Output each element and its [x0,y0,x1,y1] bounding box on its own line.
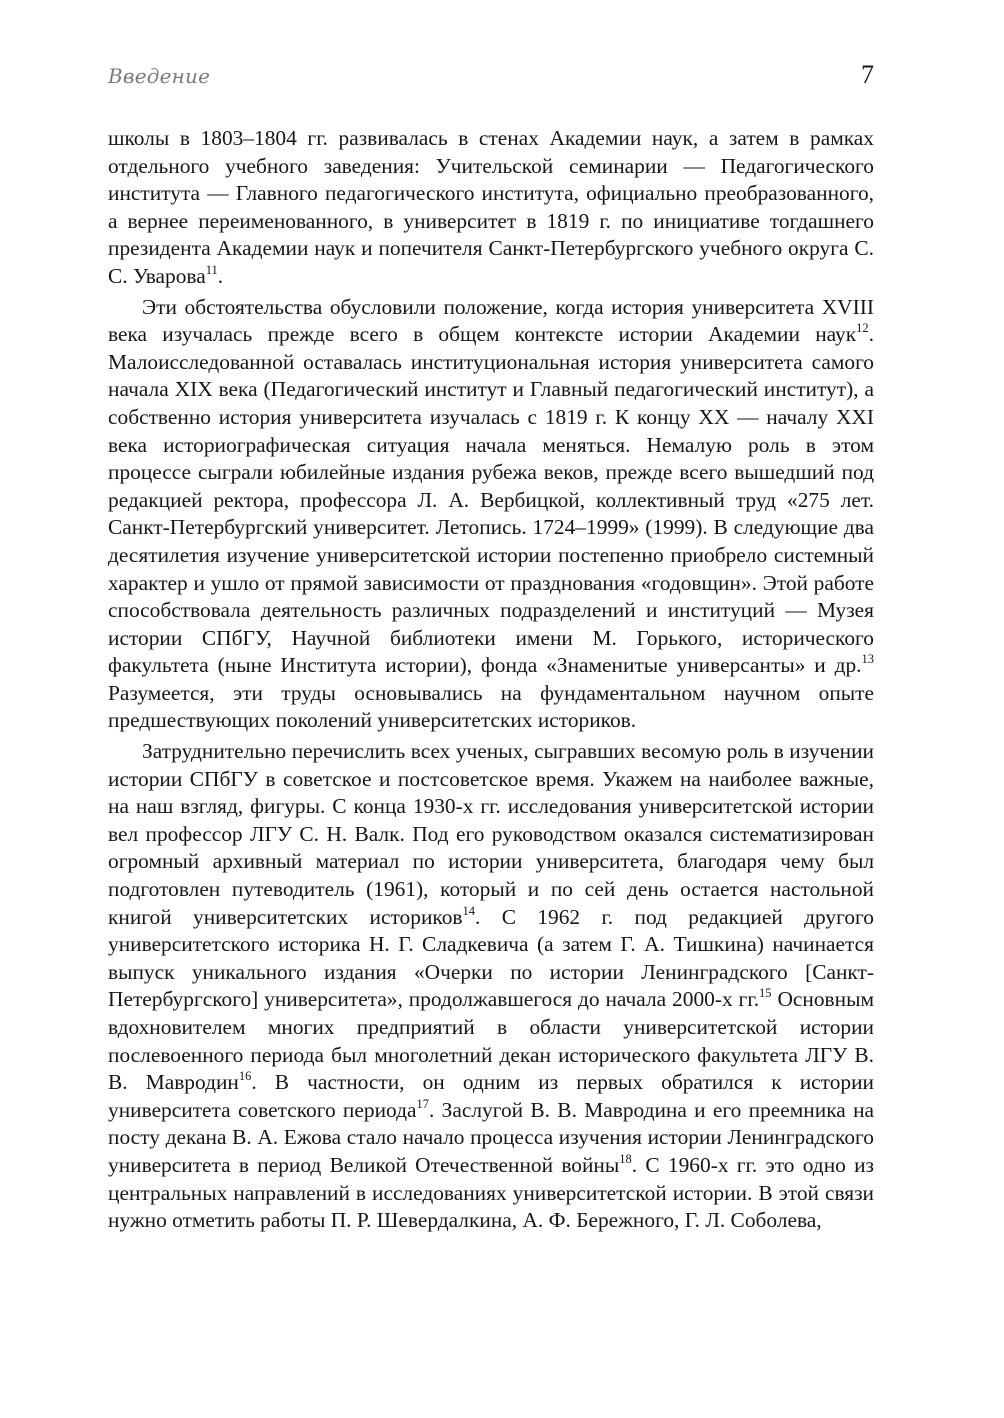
paragraph-2 [108,294,874,736]
paragraph-1 [108,125,874,291]
text-segment: . Заслугой В. В. Мавродина и его преемника на посту декана В. А. Ежова стало начало процесса изучения истории Ленинградского университета в период Великой Отечественной войны [108,1097,875,1177]
text-segment: Разумеется, эти труды основывались на фундаментальном научном опыте предшествующих поколений университетских историков. [108,680,874,733]
text-segment: . В частности, он одним из первых обратился к истории университета советского периода [108,1070,874,1122]
text-segment: школы в 1803–1804 гг. развивалась в стенах Академии наук, а затем в рамках отдельного учебного заведения: Учительской семинарии — Педагогического института — Главного педагогического института, официально преобразованного, а вернее переименованного, в университет в 1819 г. по инициативе тогдашнего президента Академии наук и попечителя Санкт-Петербургского учебного округа С. С. Уварова [108,126,874,288]
text-segment: Эти обстоятельства обусловили положение, когда история университета XVIII века изучалась прежде всего в общем контексте истории Академии наук [108,294,874,347]
footnote-ref-14[interactable]: 14 [462,903,475,918]
paragraph-3 [108,738,874,1235]
body-text [108,125,874,1235]
footnote-ref-11[interactable]: 11 [205,262,218,277]
text-segment: . С 1960-х гг. это одно из центральных направлений в исследованиях университетской истории. В этой связи нужно отметить работы П. Р. Шевердалкина, А. Ф. Бережного, Г. Л. Соболева, [108,1152,874,1233]
text-segment: Затруднительно перечислить всех ученых, сыгравших весомую роль в изучении истории СПбГУ в советское и постсоветское время. Укажем на наиболее важные, на наш взгляд, фигуры. С конца 1930-х гг. исследования университетской истории вел профессор ЛГУ С. Н. Валк. Под его руководством оказался систематизирован огромный архивный материал по истории университета, благодаря чему был подготовлен путеводитель (1961), который и по сей день остается настольной книгой университетских историков [108,739,874,929]
text-segment: . С 1962 г. под редакцией другого университетского историка Н. Г. Сладкевича (а затем Г. А. Тишкина) начинается выпуск уникального издания «Очерки по истории Ленинградского [Санкт-Петербургского] университета», продолжавшегося до начала 2000-х гг. [108,904,874,1012]
text-segment: . [217,263,224,288]
footnote-ref-17[interactable]: 17 [416,1096,429,1111]
footnote-ref-13[interactable]: 13 [861,652,874,667]
footnote-ref-16[interactable]: 16 [238,1069,252,1084]
text-segment: Основным вдохновителем многих предприятий в области университетской истории послевоенного периода был многолетний декан исторического факультета ЛГУ В. В. Мавродин [108,987,874,1095]
running-head-title: Введение [108,64,211,88]
page-number: 7 [861,60,874,89]
footnote-ref-12[interactable]: 12 [856,321,869,336]
footnote-ref-18[interactable]: 18 [619,1151,632,1166]
text-segment: . Малоисследованной оставалась институциональная история университета самого начала XIX века (Педагогический институт и Главный педагогический институт), а собственно история университета изучалась с 1819 г. К концу XX — началу XXI века историографическая ситуация начала меняться. Немалую роль в этом процессе сыграли юбилейные издания рубежа веков, прежде всего вышедший под редакцией ректора, профессора Л. А. Вербицкой, коллективный труд «275 лет. Санкт-Петербургский университет. Летопись. 1724–1999» (1999). В следующие два десятилетия изучение университетской истории постепенно приобрело системный характер и ушло от прямой зависимости от празднования «годовщин». Этой работе способствовала деятельность различных подразделений и институций — Музея истории СПбГУ, Научной библиотеки имени М. Горького, исторического факультета (ныне Института истории), фонда «Знаменитые универсанты» и др. [108,322,874,678]
footnote-ref-15[interactable]: 15 [759,986,772,1001]
